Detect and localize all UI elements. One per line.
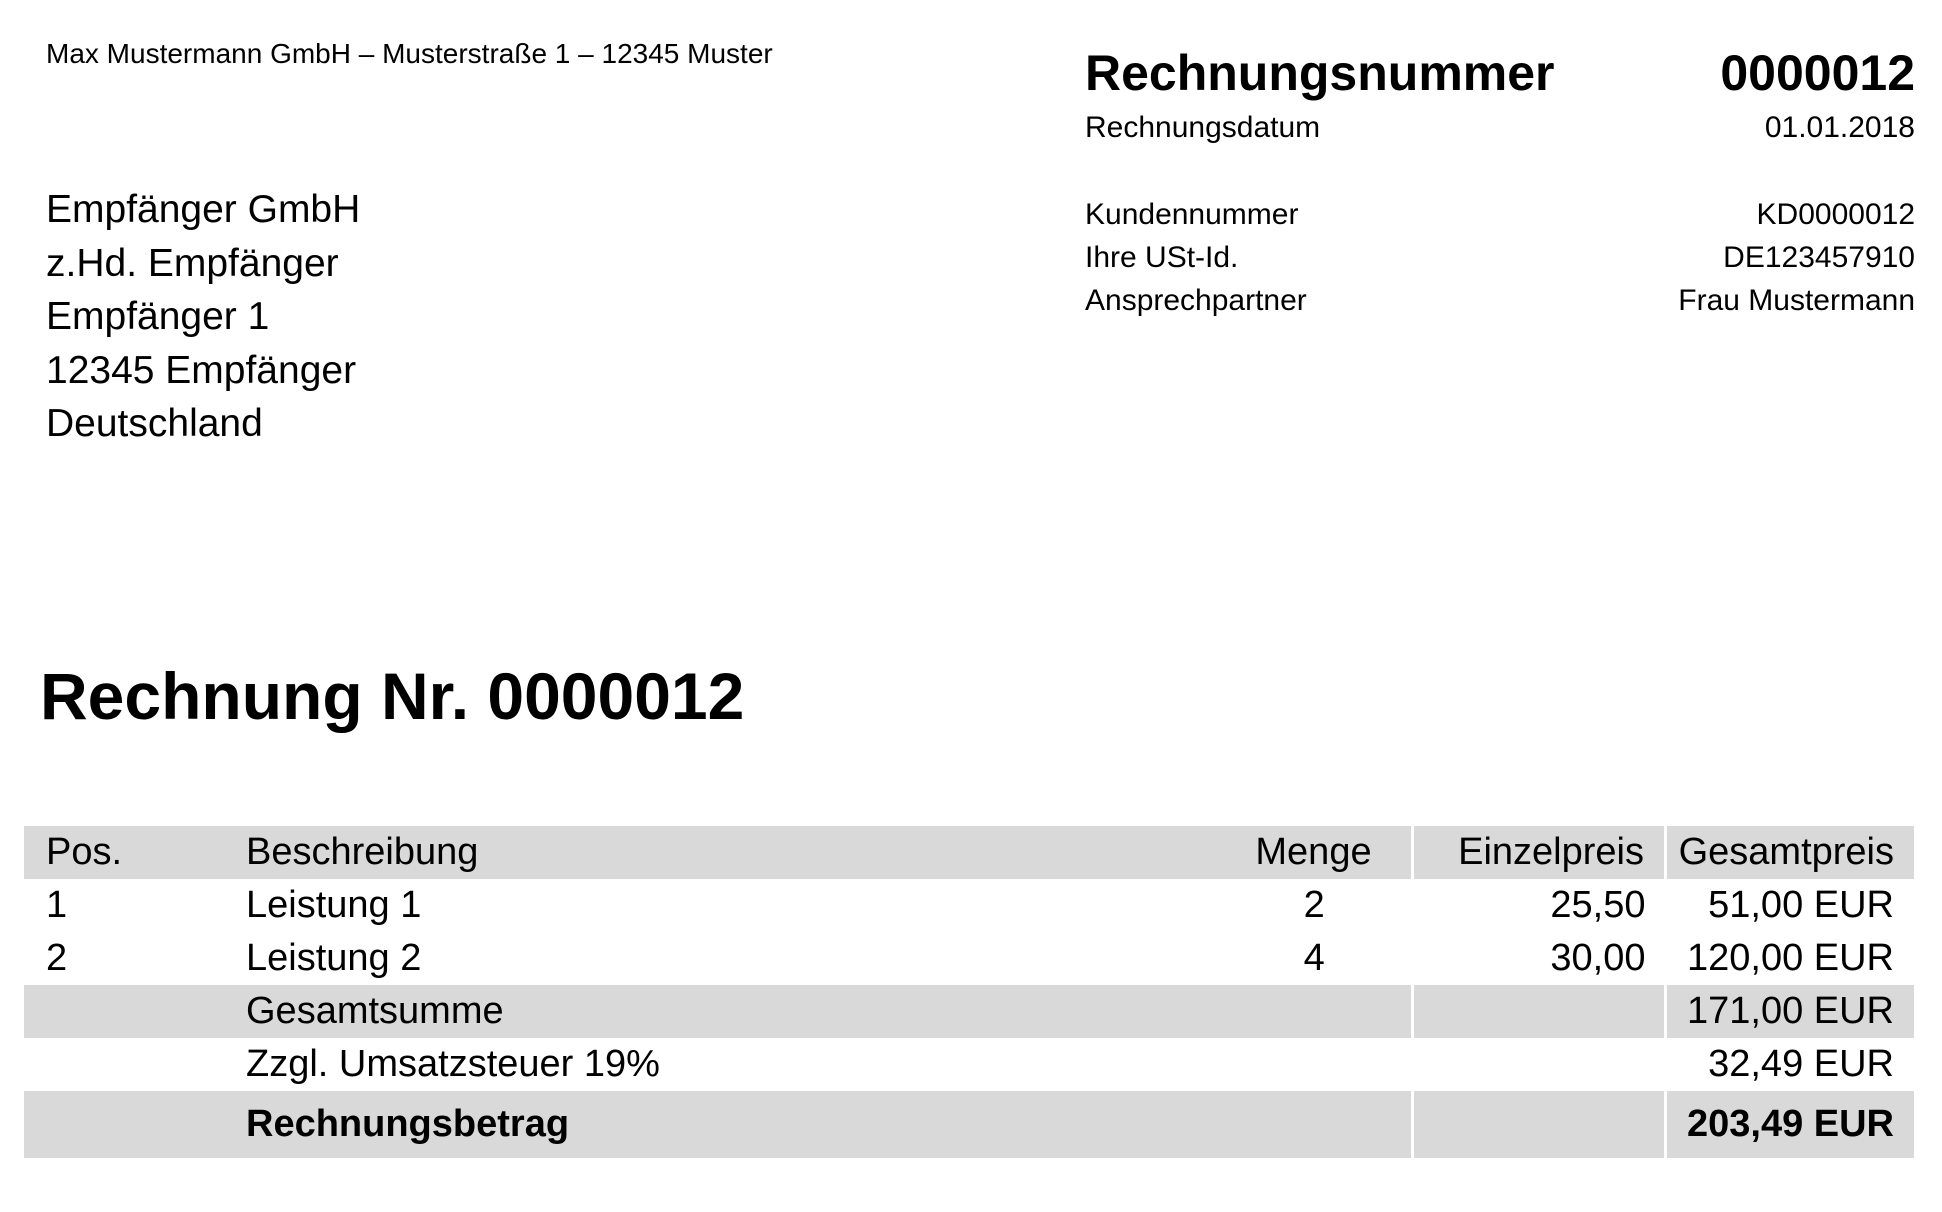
recipient-company: Empfänger GmbH bbox=[46, 188, 361, 231]
customer-number-value: KD0000012 bbox=[1756, 198, 1915, 231]
contact-value: Frau Mustermann bbox=[1678, 284, 1915, 317]
header-total-price: Gesamtpreis bbox=[1666, 826, 1915, 879]
grand-total-label: Rechnungsbetrag bbox=[246, 1091, 1216, 1158]
header-description: Beschreibung bbox=[246, 826, 1216, 879]
vat-id-label: Ihre USt-Id. bbox=[1085, 241, 1239, 274]
invoice-items-table bbox=[24, 826, 1914, 1158]
customer-number-row bbox=[1085, 193, 1915, 236]
vat-id-value: DE123457910 bbox=[1723, 241, 1915, 274]
row-unit-price: 30,00 bbox=[1550, 937, 1646, 979]
invoice-number-value: 0000012 bbox=[1720, 45, 1915, 101]
subtotal-label: Gesamtsumme bbox=[246, 985, 1216, 1038]
row-total-price: 120,00 EUR bbox=[1686, 937, 1894, 979]
row-description: Leistung 1 bbox=[246, 884, 422, 926]
subtotal-row bbox=[24, 985, 1914, 1038]
recipient-address bbox=[46, 183, 360, 451]
tax-value: 32,49 EUR bbox=[1708, 1043, 1894, 1085]
invoice-date-value: 01.01.2018 bbox=[1764, 111, 1915, 144]
row-description: Leistung 2 bbox=[246, 937, 422, 979]
row-unit-price: 25,50 bbox=[1550, 884, 1646, 926]
grand-total-row bbox=[24, 1091, 1914, 1158]
vat-id-row bbox=[1085, 236, 1915, 279]
recipient-country: Deutschland bbox=[46, 402, 263, 445]
row-total-price: 51,00 EUR bbox=[1708, 884, 1894, 926]
contact-label: Ansprechpartner bbox=[1085, 284, 1307, 317]
row-pos: 2 bbox=[46, 937, 68, 979]
recipient-attention: z.Hd. Empfänger bbox=[46, 241, 339, 285]
row-quantity: 4 bbox=[1303, 937, 1325, 979]
invoice-number-label: Rechnungsnummer bbox=[1085, 45, 1555, 101]
subtotal-value: 171,00 EUR bbox=[1666, 985, 1915, 1038]
header-unit-price: Einzelpreis bbox=[1413, 826, 1666, 879]
header-pos: Pos. bbox=[24, 826, 246, 879]
table-header-row bbox=[24, 826, 1914, 879]
customer-number-label: Kundennummer bbox=[1085, 198, 1299, 231]
sender-address-line: Max Mustermann GmbH – Musterstraße 1 – 12345 Muster bbox=[46, 38, 773, 69]
invoice-title: Rechnung Nr. 0000012 bbox=[40, 659, 745, 733]
row-quantity: 2 bbox=[1303, 884, 1325, 926]
invoice-date-label: Rechnungsdatum bbox=[1085, 111, 1321, 144]
tax-label: Zzgl. Umsatzsteuer 19% bbox=[246, 1043, 660, 1085]
contact-row bbox=[1085, 279, 1915, 322]
tax-row bbox=[24, 1038, 1914, 1091]
invoice-number-row bbox=[1085, 40, 1915, 106]
table-row bbox=[24, 879, 1914, 932]
table-row bbox=[24, 932, 1914, 985]
grand-total-value: 203,49 EUR bbox=[1666, 1091, 1915, 1158]
recipient-city: 12345 Empfänger bbox=[46, 348, 357, 392]
recipient-street: Empfänger 1 bbox=[46, 295, 270, 338]
header-quantity: Menge bbox=[1216, 826, 1413, 879]
row-pos: 1 bbox=[46, 884, 68, 926]
invoice-date-row bbox=[1085, 106, 1915, 149]
invoice-meta bbox=[1085, 40, 1915, 322]
